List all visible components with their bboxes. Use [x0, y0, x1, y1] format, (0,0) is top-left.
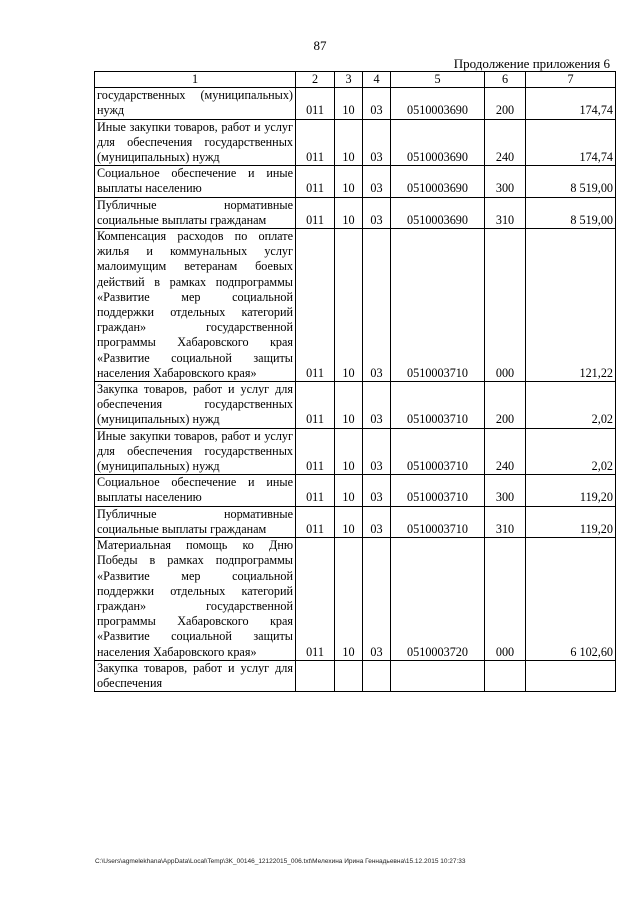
- column-header: 4: [363, 72, 391, 88]
- column-header: 7: [526, 72, 616, 88]
- table-row: [95, 119, 616, 166]
- row-name: Материальная помощь ко Дню Победы в рамках подпрограммы «Развитие мер социальной поддержки отдельных категорий граждан» государственной программы Хабаровского края «Развитие социальной защиты населения Хабаровского края»: [95, 538, 296, 661]
- cell-ministry: 011: [296, 538, 335, 661]
- table-row: [95, 506, 616, 537]
- cell-section: 10: [335, 166, 363, 197]
- cell-expense-type: 000: [485, 538, 526, 661]
- row-name: Публичные нормативные социальные выплаты гражданам: [95, 506, 296, 537]
- cell-section: [335, 660, 363, 691]
- cell-amount: 119,20: [526, 475, 616, 506]
- cell-amount: [526, 660, 616, 691]
- cell-subsection: 03: [363, 166, 391, 197]
- row-name: Закупка товаров, работ и услуг для обеспечения государственных (муниципальных) нужд: [95, 382, 296, 429]
- cell-amount: 2,02: [526, 382, 616, 429]
- cell-target-article: 0510003690: [391, 197, 485, 228]
- cell-expense-type: 310: [485, 197, 526, 228]
- table-row: [95, 428, 616, 475]
- cell-amount: 6 102,60: [526, 538, 616, 661]
- file-path-footer: C:\Users\agmelekhana\AppData\Local\Temp\3K_00146_12122015_006.txt\Мелехина Ирина Геннадьевна\15.12.2015 10:27:33: [95, 858, 466, 865]
- table-row: [95, 660, 616, 691]
- column-header: 3: [335, 72, 363, 88]
- cell-ministry: 011: [296, 428, 335, 475]
- cell-subsection: 03: [363, 197, 391, 228]
- table-row: [95, 382, 616, 429]
- cell-expense-type: 300: [485, 475, 526, 506]
- cell-section: 10: [335, 475, 363, 506]
- cell-amount: 174,74: [526, 88, 616, 119]
- cell-target-article: 0510003690: [391, 88, 485, 119]
- cell-ministry: 011: [296, 382, 335, 429]
- column-header: 1: [95, 72, 296, 88]
- cell-section: 10: [335, 88, 363, 119]
- cell-amount: 2,02: [526, 428, 616, 475]
- cell-section: 10: [335, 538, 363, 661]
- cell-ministry: [296, 660, 335, 691]
- cell-target-article: 0510003710: [391, 506, 485, 537]
- cell-ministry: 011: [296, 197, 335, 228]
- cell-expense-type: 240: [485, 119, 526, 166]
- cell-expense-type: 300: [485, 166, 526, 197]
- cell-subsection: 03: [363, 506, 391, 537]
- table-row: [95, 229, 616, 382]
- column-header: 6: [485, 72, 526, 88]
- cell-target-article: 0510003690: [391, 119, 485, 166]
- cell-target-article: 0510003710: [391, 475, 485, 506]
- cell-subsection: 03: [363, 382, 391, 429]
- cell-section: 10: [335, 119, 363, 166]
- cell-subsection: [363, 660, 391, 691]
- cell-subsection: 03: [363, 428, 391, 475]
- cell-section: 10: [335, 428, 363, 475]
- cell-ministry: 011: [296, 119, 335, 166]
- table-row: [95, 538, 616, 661]
- cell-amount: 8 519,00: [526, 197, 616, 228]
- cell-target-article: 0510003690: [391, 166, 485, 197]
- cell-expense-type: 200: [485, 88, 526, 119]
- row-name: Социальное обеспечение и иные выплаты населению: [95, 166, 296, 197]
- cell-ministry: 011: [296, 166, 335, 197]
- cell-section: 10: [335, 506, 363, 537]
- cell-subsection: 03: [363, 229, 391, 382]
- cell-target-article: 0510003720: [391, 538, 485, 661]
- cell-subsection: 03: [363, 119, 391, 166]
- budget-table: [94, 71, 616, 692]
- cell-expense-type: 310: [485, 506, 526, 537]
- cell-target-article: 0510003710: [391, 382, 485, 429]
- cell-target-article: 0510003710: [391, 428, 485, 475]
- cell-subsection: 03: [363, 88, 391, 119]
- table-row: [95, 475, 616, 506]
- table-row: [95, 88, 616, 119]
- cell-ministry: 011: [296, 506, 335, 537]
- cell-expense-type: [485, 660, 526, 691]
- cell-section: 10: [335, 229, 363, 382]
- cell-amount: 119,20: [526, 506, 616, 537]
- table-row: [95, 197, 616, 228]
- row-name: Компенсация расходов по оплате жилья и коммунальных услуг малоимущим ветеранам боевых действий в рамках подпрограммы «Развитие мер социальной поддержки отдельных категорий граждан» государственной программы Хабаровского края «Развитие социальной защиты населения Хабаровского края»: [95, 229, 296, 382]
- cell-subsection: 03: [363, 475, 391, 506]
- cell-section: 10: [335, 197, 363, 228]
- cell-ministry: 011: [296, 229, 335, 382]
- cell-expense-type: 000: [485, 229, 526, 382]
- cell-ministry: 011: [296, 88, 335, 119]
- column-header: 2: [296, 72, 335, 88]
- cell-ministry: 011: [296, 475, 335, 506]
- row-name: Публичные нормативные социальные выплаты гражданам: [95, 197, 296, 228]
- table-header-row: [95, 72, 616, 88]
- row-name: государственных (муниципальных) нужд: [95, 88, 296, 119]
- page-number: 87: [313, 38, 327, 53]
- table-row: [95, 166, 616, 197]
- cell-amount: 8 519,00: [526, 166, 616, 197]
- cell-target-article: [391, 660, 485, 691]
- cell-target-article: 0510003710: [391, 229, 485, 382]
- cell-section: 10: [335, 382, 363, 429]
- row-name: Социальное обеспечение и иные выплаты населению: [95, 475, 296, 506]
- cell-subsection: 03: [363, 538, 391, 661]
- row-name: Закупка товаров, работ и услуг для обеспечения: [95, 660, 296, 691]
- cell-expense-type: 200: [485, 382, 526, 429]
- row-name: Иные закупки товаров, работ и услуг для обеспечения государственных (муниципальных) нужд: [95, 119, 296, 166]
- continuation-label: Продолжение приложения 6: [453, 56, 610, 71]
- cell-amount: 121,22: [526, 229, 616, 382]
- cell-amount: 174,74: [526, 119, 616, 166]
- column-header: 5: [391, 72, 485, 88]
- row-name: Иные закупки товаров, работ и услуг для обеспечения государственных (муниципальных) нужд: [95, 428, 296, 475]
- cell-expense-type: 240: [485, 428, 526, 475]
